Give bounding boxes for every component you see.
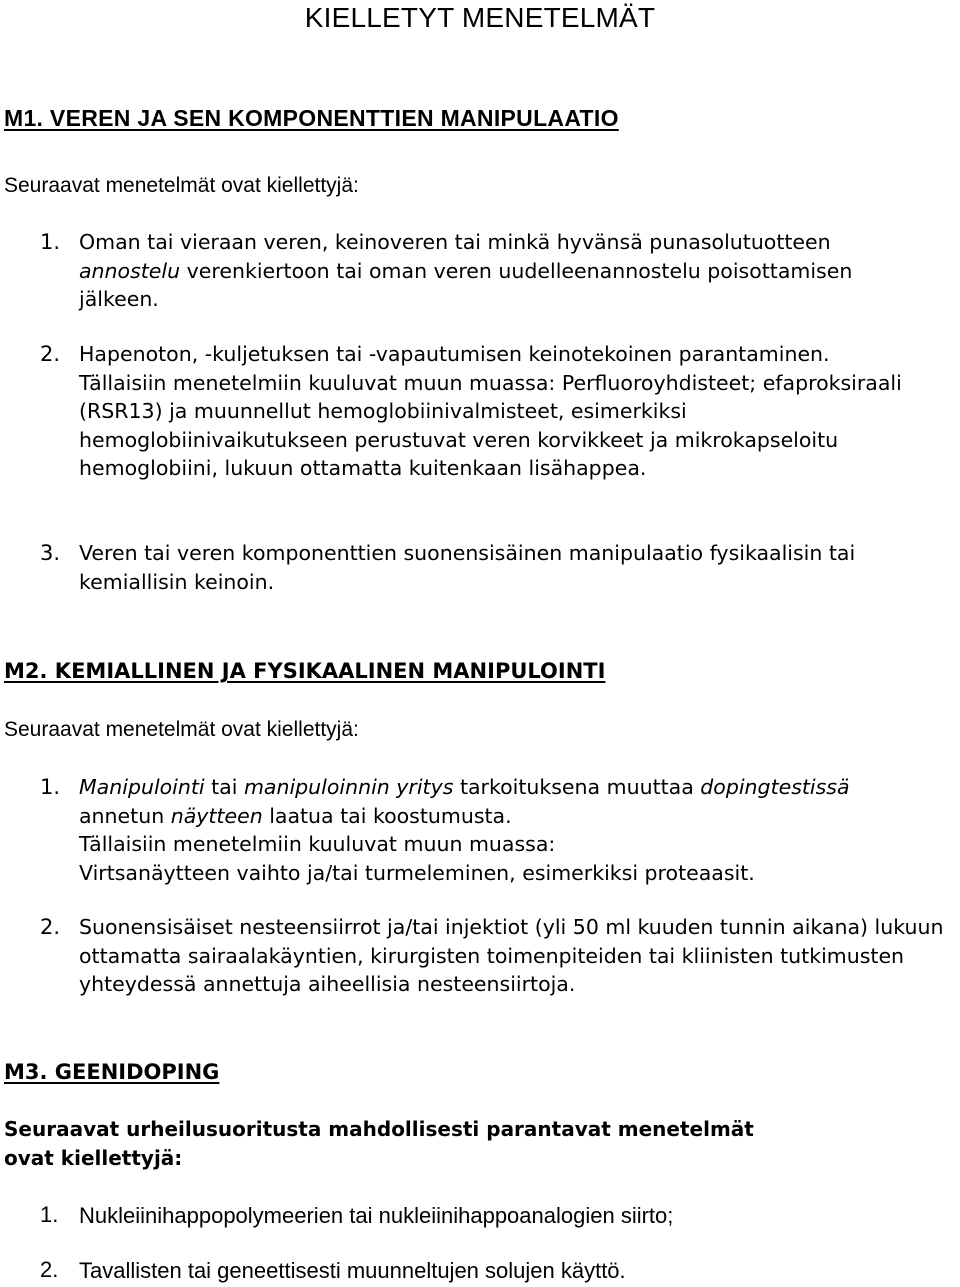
item-text-paragraph: Veren tai veren komponenttien suonensisäinen manipulaatio fysikaalisin tai kemiallisin keinoin. (79, 541, 856, 594)
item-text (79, 913, 954, 999)
section-intro-m1: Seuraavat menetelmät ovat kiellettyjä: (4, 174, 359, 197)
item-text-segment: tai (204, 775, 244, 799)
section-heading-m2: M2. KEMIALLINEN JA FYSIKAALINEN MANIPULOINTI (4, 659, 606, 683)
emphasis-text: manipuloinnin yritys (243, 775, 454, 799)
emphasis-text: dopingtestissä (700, 775, 850, 799)
item-text (79, 773, 959, 887)
item-text-line: Tällaisiin menetelmiin kuuluvat muun muassa: (79, 832, 556, 856)
item-text-paragraph: Tällaisiin menetelmiin kuuluvat muun muassa: Perfluoroyhdisteet; efaproksiraali (RSR13) ja muunnellut hemoglobiinivalmisteet, esimerkiksi hemoglobiinivaikutukseen perustuvat veren korvikkeet ja mikrokapseloitu hemoglobiini, lukuun ottamatta kuitenkaan lisähappea. (79, 370, 902, 480)
item-text-line: Virtsanäytteen vaihto ja/tai turmeleminen, esimerkiksi proteaasit. (79, 860, 755, 885)
item-text (79, 1256, 959, 1285)
item-text (79, 340, 939, 483)
item-text-line: Hapenoton, -kuljetuksen tai -vapautumisen keinotekoinen parantaminen. (79, 342, 830, 366)
item-text-line: Oman tai vieraan veren, keinoveren tai minkä hyvänsä punasolutuotteen (79, 230, 831, 254)
item-text (79, 228, 959, 314)
item-number: 1. (40, 230, 61, 254)
item-number: 2. (40, 915, 61, 939)
emphasis-text: Manipulointi (79, 775, 205, 799)
item-text-line: Nukleiinihappopolymeerien tai nukleiinihappoanalogien siirto; (79, 1203, 674, 1228)
item-text (79, 539, 939, 596)
item-number: 1. (40, 775, 61, 799)
item-number: 1. (40, 1202, 59, 1227)
emphasis-text: näytteen (170, 803, 263, 828)
item-text-line (79, 773, 959, 802)
document-title: KIELLETYT MENETELMÄT (304, 2, 656, 33)
item-number: 2. (40, 1257, 59, 1282)
item-text (79, 1201, 959, 1230)
item-text-segment: annetun (79, 803, 171, 828)
section-heading-m3: M3. GEENIDOPING (4, 1060, 220, 1084)
section-heading-m1: M1. VEREN JA SEN KOMPONENTTIEN MANIPULAATIO (4, 105, 619, 131)
item-text-segment: verenkiertoon tai oman veren uudelleenannostelu poisottamisen (180, 258, 853, 283)
item-text-paragraph: Suonensisäiset nesteensiirrot ja/tai injektiot (yli 50 ml kuuden tunnin aikana) lukuun ottamatta sairaalakäyntien, kirurgisten toimenpiteiden tai kliinisten tutkimusten yhteydessä annettuja aiheellisia nesteensiirtoja. (79, 915, 944, 996)
section-intro-m3: Seuraavat urheilusuoritusta mahdollisesti parantavat menetelmät ovat kiellettyjä: (4, 1117, 754, 1170)
item-text-line (79, 257, 959, 286)
item-text-segment: laatua tai koostumusta. (262, 803, 512, 828)
item-text-line (79, 802, 959, 831)
item-number: 3. (40, 541, 61, 565)
section-intro-m2: Seuraavat menetelmät ovat kiellettyjä: (4, 718, 359, 741)
item-text-segment: tarkoituksena muuttaa (453, 775, 701, 799)
item-text-line: Tavallisten tai geneettisesti muunneltujen solujen käyttö. (79, 1258, 626, 1283)
emphasis-text: annostelu (79, 258, 181, 283)
item-number: 2. (40, 342, 61, 366)
item-text-line: jälkeen. (79, 287, 159, 311)
